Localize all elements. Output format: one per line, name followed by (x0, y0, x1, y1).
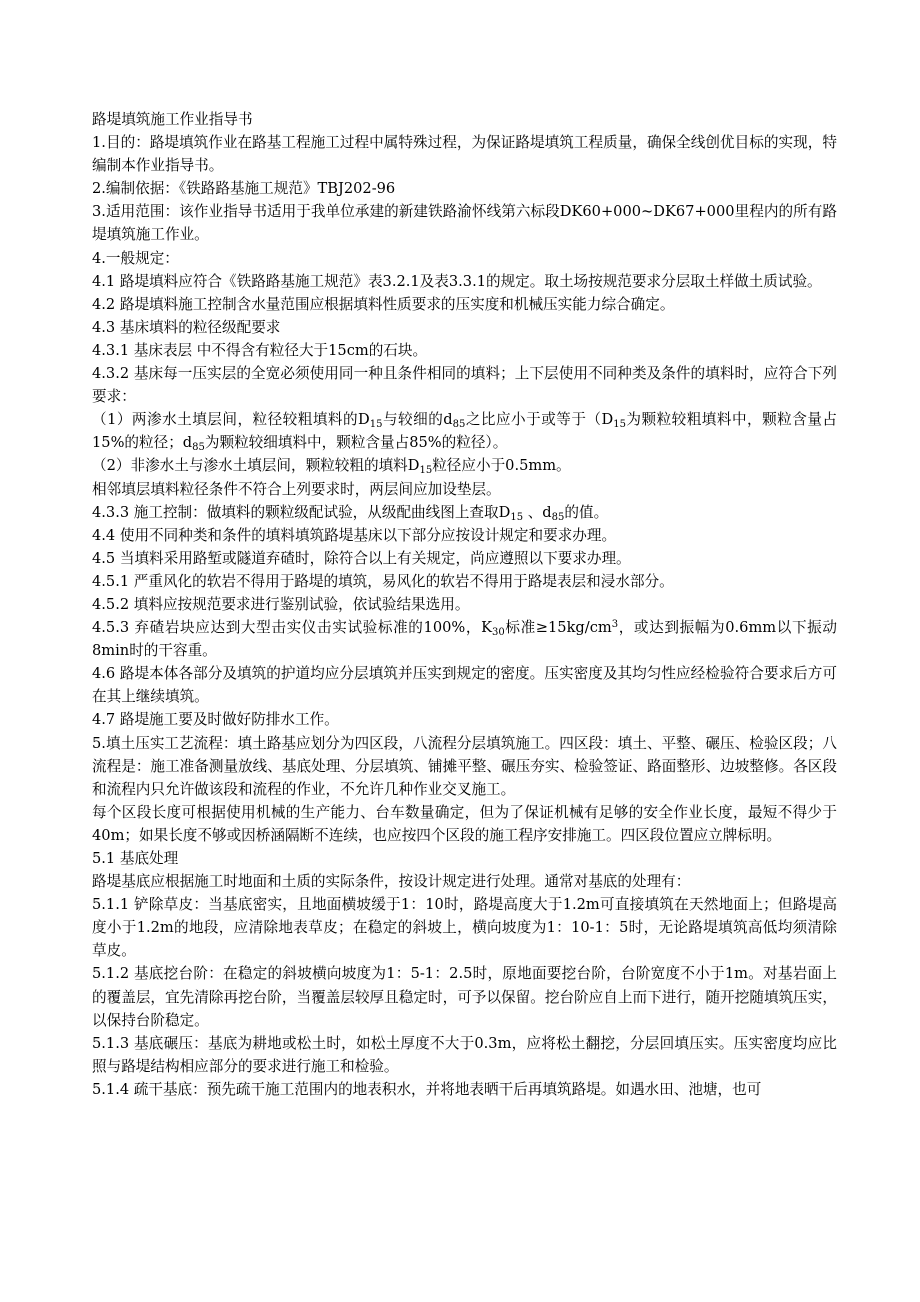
cushion-note: 相邻填层填料粒径条件不符合上列要求时，两层间应加设垫层。 (92, 480, 501, 498)
document-title: 路堤填筑施工作业指导书 (92, 111, 253, 128)
section-5-1: 5.1 基底处理 (92, 850, 179, 867)
requirement-1 (92, 408, 837, 454)
section-4-3-3-text-c: 的值。 (564, 503, 609, 521)
section-4-5-3-text-b: 标准≥15kg/cm (504, 619, 612, 637)
section-5-1-2: 5.1.2 基底挖台阶：在稳定的斜坡横向坡度为1：5-1：2.5时，原地面要挖台阶，台阶宽度不小于1m。对基岩面上的覆盖层，宜先清除再挖台阶，当覆盖层较厚且稳定时，可予以保留。挖台阶应自上而下进行，随开挖随填筑压实，以保持台阶稳定。 (92, 965, 837, 1029)
section-4-5-3 (92, 616, 837, 662)
requirement-1-text-c: 之比应小于或等于（D (465, 411, 614, 429)
requirement-1-text-e: 为颗粒较细填料中，颗粒含量占85%的粒径）。 (204, 434, 508, 452)
section-4-3: 4.3 基床填料的粒径级配要求 (92, 318, 281, 336)
section-4-5-3-text-a: 4.5.3 弃碴岩块应达到大型击实仪击实试验标准的100%，K (92, 619, 492, 637)
section-4-6: 4.6 路堤本体各部分及填筑的护道均应分层填筑并压实到规定的密度。压实密度及其均匀性应经检验符合要求后方可在其上继续填筑。 (92, 665, 837, 706)
requirement-2-text-a: （2）非渗水土与渗水土填层间，颗粒较粗的填料D (92, 457, 420, 475)
section-4-3-3-text-a: 4.3.3 施工控制：做填料的颗粒级配试验，从级配曲线图上查取D (92, 503, 511, 521)
section-4-3-1: 4.3.1 基床表层 中不得含有粒径大于15cm的石块。 (92, 341, 428, 359)
subscript-30: 30 (492, 627, 505, 639)
subscript-85: 85 (452, 419, 466, 431)
requirement-2 (92, 454, 837, 477)
requirement-1-text-a: （1）两渗水土填层间，粒径较粗填料的D (92, 411, 370, 429)
section-2-basis: 2.编制依据：《铁路路基施工规范》TBJ202-96 (92, 180, 396, 198)
section-4-3-2: 4.3.2 基床每一压实层的全宽必须使用同一种且条件相同的填料；上下层使用不同种类及条件的填料时，应符合下列要求： (92, 365, 837, 406)
section-4-4: 4.4 使用不同种类和条件的填料填筑路堤基床以下部分应按设计规定和要求办理。 (92, 526, 617, 544)
subscript-15: 15 (369, 419, 383, 431)
section-4-5-2: 4.5.2 填料应按规范要求进行鉴别试验，依试验结果选用。 (92, 595, 470, 613)
section-4-5-1: 4.5.1 严重风化的软岩不得用于路堤的填筑，易风化的软岩不得用于路堤表层和浸水部分。 (92, 572, 674, 590)
superscript-3: 3 (611, 619, 619, 631)
subscript-15: 15 (613, 419, 626, 431)
subscript-15: 15 (510, 511, 524, 523)
section-5-process: 5.填土压实工艺流程：填土路基应划分为四区段，八流程分层填筑施工。四区段：填土、平整、碾压、检验区段；八流程是：施工准备测量放线、基底处理、分层填筑、铺摊平整、碾压夯实、检验签证、路面整形、边坡整修。各区段和流程内只允许做该段和流程的作业，不允许几种作业交叉施工。 (92, 734, 837, 798)
section-4-3-3-text-b: 、d (523, 503, 552, 521)
section-4-7: 4.7 路堤施工要及时做好防排水工作。 (92, 711, 339, 729)
section-3-scope: 3.适用范围：该作业指导书适用于我单位承建的新建铁路渝怀线第六标段DK60+000~DK67+000里程内的所有路堤填筑施工作业。 (92, 203, 837, 244)
section-4-5: 4.5 当填料采用路堑或隧道弃碴时，除符合以上有关规定，尚应遵照以下要求办理。 (92, 549, 631, 567)
section-1-purpose: 1.目的：路堤填筑作业在路基工程施工过程中属特殊过程，为保证路堤填筑工程质量，确保全线创优目标的实现，特编制本作业指导书。 (92, 134, 837, 175)
section-5-1-intro: 路堤基底应根据施工时地面和土质的实际条件，按设计规定进行处理。通常对基底的处理有： (92, 873, 691, 891)
section-4-3-3 (92, 501, 837, 524)
subscript-15: 15 (419, 465, 433, 477)
section-4-2: 4.2 路堤填料施工控制含水量范围应根据填料性质要求的压实度和机械压实能力综合确定。 (92, 295, 675, 313)
section-4-1: 4.1 路堤填料应符合《铁路路基施工规范》表3.2.1及表3.3.1的规定。取土场按规范要求分层取土样做土质试验。 (92, 272, 822, 290)
requirement-2-text-b: 粒径应小于0.5mm。 (432, 457, 571, 475)
section-5-1-3: 5.1.3 基底碾压：基底为耕地或松土时，如松土厚度不大于0.3m，应将松土翻挖，分层回填压实。压实密度均应比照与路堤结构相应部分的要求进行施工和检验。 (92, 1034, 837, 1075)
section-4-heading: 4.一般规定： (92, 249, 179, 267)
section-5-segment-length: 每个区段长度可根据使用机械的生产能力、台车数量确定，但为了保证机械有足够的安全作业长度，最短不得少于40m；如果长度不够或因桥涵隔断不连续，也应按四个区段的施工程序安排施工。四区段位置应立牌标明。 (92, 803, 837, 844)
requirement-1-text-b: 与较细的d (382, 411, 453, 429)
document-body (92, 108, 837, 1101)
section-4-5-3-text-c: ，或达到振幅为0.6mm以下振动8min时的干容重。 (92, 619, 837, 660)
section-5-1-4: 5.1.4 疏干基底：预先疏干施工范围内的地表积水，并将地表晒干后再填筑路堤。如遇水田、池塘，也可 (92, 1080, 762, 1098)
subscript-85: 85 (192, 442, 205, 454)
subscript-85: 85 (551, 511, 565, 523)
section-5-1-1: 5.1.1 铲除草皮：当基底密实，且地面横坡缓于1：10时，路堤高度大于1.2m可直接填筑在天然地面上；但路堤高度小于1.2m的地段，应清除地表草皮；在稳定的斜坡上，横向坡度为1：10-1：5时，无论路堤填筑高低均须清除草皮。 (92, 896, 837, 960)
requirement-1-text-d: 为颗粒较粗填料中，颗粒含量占15%的粒径；d (92, 411, 837, 452)
